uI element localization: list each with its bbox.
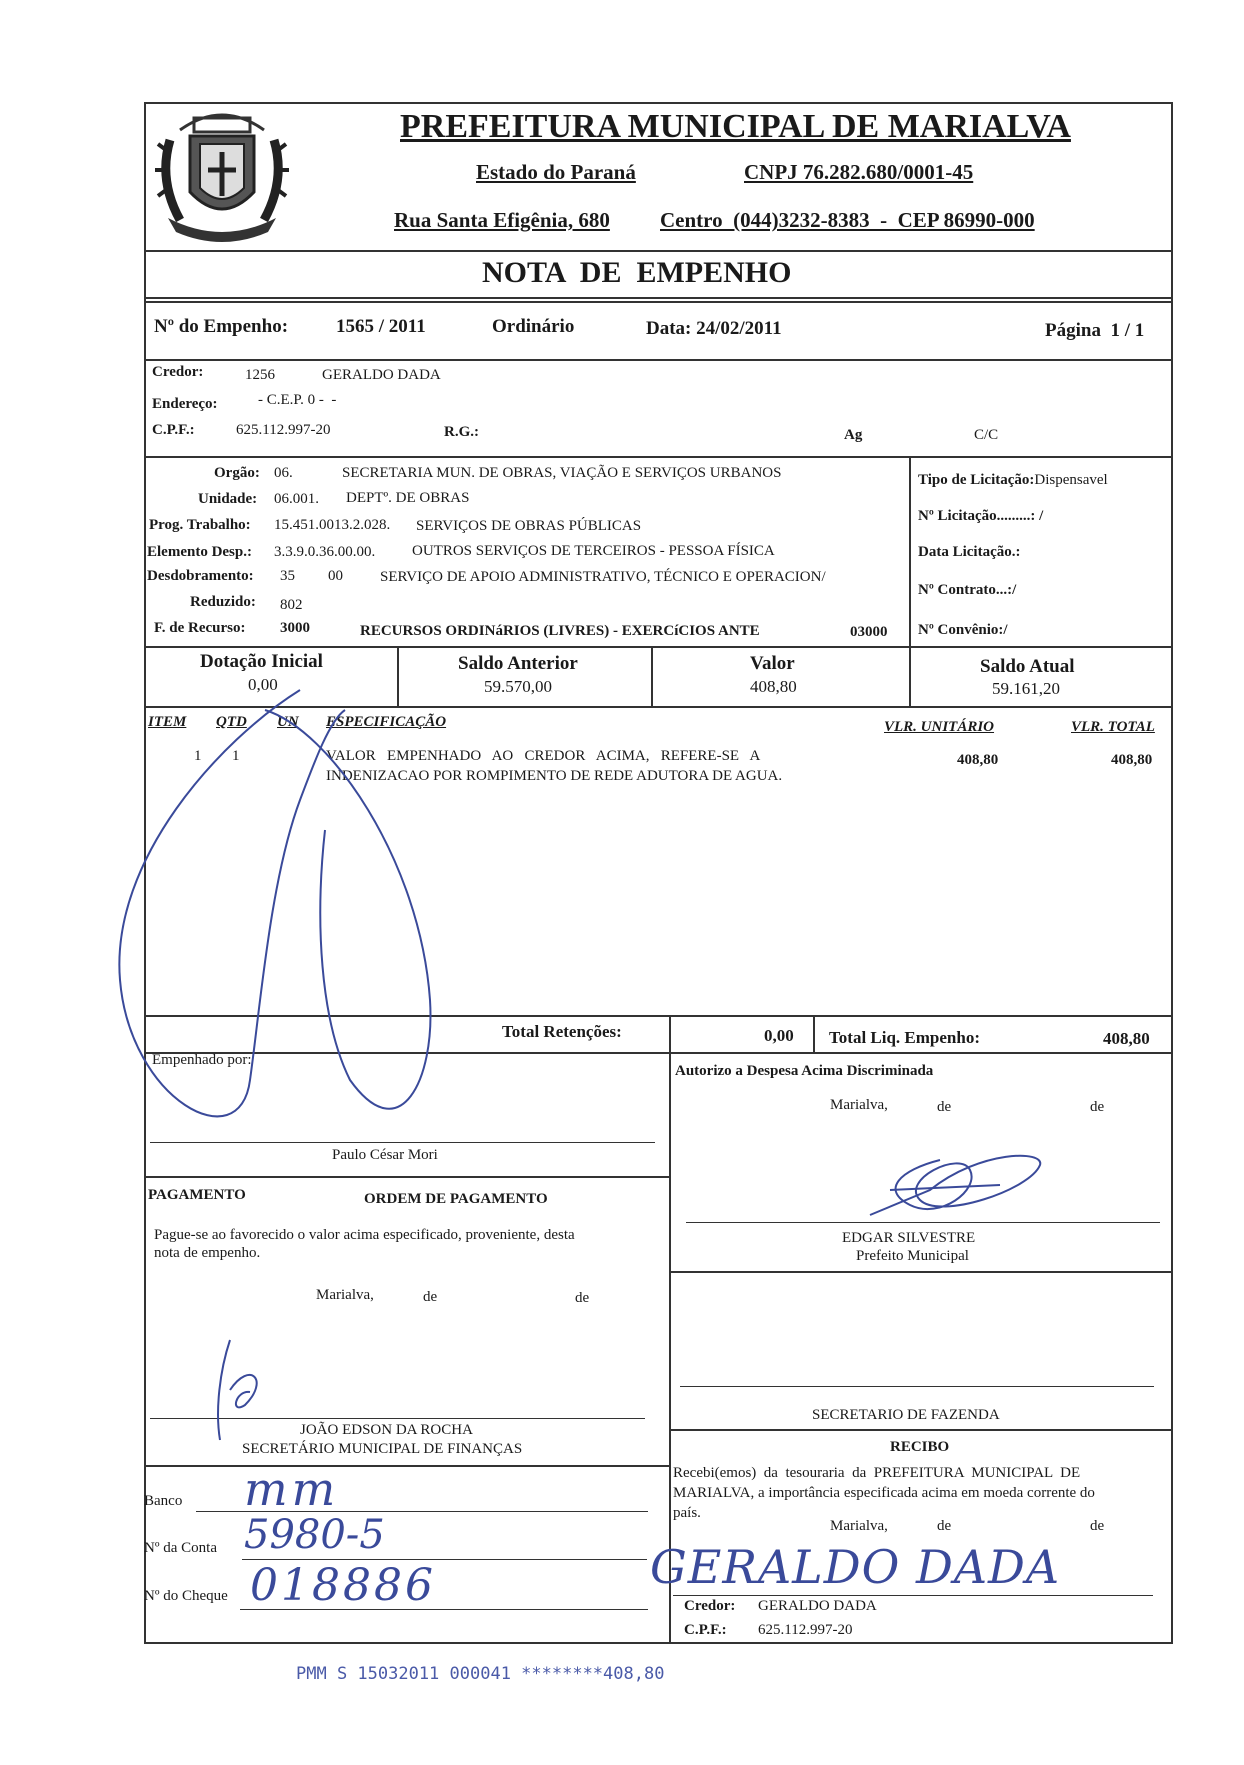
rule	[669, 1015, 671, 1644]
cheque-label: Nº do Cheque	[144, 1588, 228, 1604]
empenhado-label: Empenhado por:	[152, 1052, 252, 1068]
recibo-credor-label: Credor:	[684, 1598, 736, 1614]
rule	[813, 1015, 815, 1052]
rule	[144, 1015, 1173, 1017]
item-vlr-unit: 408,80	[957, 752, 999, 768]
rule	[144, 359, 1173, 361]
col-vlr-total: VLR. TOTAL	[1071, 719, 1155, 735]
empenhado-name: Paulo César Mori	[332, 1147, 438, 1163]
licitacao-type-value: Dispensavel	[1034, 472, 1108, 488]
rule	[144, 646, 1173, 648]
licitacao-type-label: Tipo de Licitação:	[918, 472, 1035, 488]
elemento-label: Elemento Desp.:	[147, 544, 252, 560]
recibo-de2: de	[1090, 1518, 1105, 1534]
page-number: Página 1 / 1	[1045, 320, 1145, 341]
signature-line	[680, 1386, 1154, 1387]
valor-value: 408,80	[750, 677, 797, 696]
recibo-de1: de	[937, 1518, 952, 1534]
autorizo-place: Marialva,	[830, 1097, 888, 1113]
empenho-number: 1565 / 2011	[336, 316, 426, 337]
mayor-role: Prefeito Municipal	[856, 1248, 969, 1264]
recibo-title: RECIBO	[890, 1439, 950, 1455]
item-desc-line1: VALOR EMPENHADO AO CREDOR ACIMA, REFERE-SE A	[326, 748, 761, 764]
item-desc-line2: INDENIZACAO POR ROMPIMENTO DE REDE ADUTORA DE AGUA.	[326, 768, 783, 784]
cpf-label: C.P.F.:	[152, 422, 195, 438]
rule	[144, 297, 1173, 299]
rule	[144, 706, 1173, 708]
pagamento-de2: de	[575, 1290, 590, 1306]
col-qtd: QTD	[216, 714, 247, 730]
ag-label: Ag	[844, 427, 863, 443]
signature-line	[673, 1595, 1153, 1596]
rule	[651, 646, 653, 706]
prog-code: 15.451.0013.2.028.	[274, 517, 391, 533]
pagamento-text2: nota de empenho.	[154, 1245, 261, 1261]
dotacao-value: 0,00	[248, 675, 278, 694]
conta-label: Nº da Conta	[144, 1540, 217, 1556]
banco-label: Banco	[144, 1493, 183, 1509]
recibo-cpf-value: 625.112.997-20	[758, 1622, 853, 1638]
unidade-name: DEPTº. DE OBRAS	[346, 490, 470, 506]
item-qtd: 1	[232, 748, 240, 764]
mayor-name: EDGAR SILVESTRE	[842, 1230, 976, 1246]
financas-role: SECRETÁRIO MUNICIPAL DE FINANÇAS	[242, 1441, 523, 1457]
desdob-label: Desdobramento:	[147, 568, 254, 584]
recibo-place: Marialva,	[830, 1518, 888, 1534]
desdob-code2: 00	[328, 568, 343, 584]
elemento-name: OUTROS SERVIÇOS DE TERCEIROS - PESSOA FÍSICA	[412, 543, 775, 559]
retencoes-value: 0,00	[764, 1026, 794, 1045]
col-item: ITEM	[148, 714, 187, 730]
unidade-code: 06.001.	[274, 491, 319, 507]
empenho-label: Nº do Empenho:	[154, 316, 289, 337]
pagamento-text1: Pague-se ao favorecido o valor acima especificado, proveniente, desta	[154, 1227, 575, 1243]
address-value: - C.E.P. 0 - -	[258, 392, 337, 408]
licitacao-number: Nº Licitação.........: /	[918, 508, 1044, 524]
saldo-atual-label: Saldo Atual	[980, 656, 1075, 677]
payment-stamp: PMM S 15032011 000041 ********408,80	[296, 1664, 665, 1684]
rule	[669, 1271, 1173, 1273]
total-liq-value: 408,80	[1103, 1029, 1150, 1048]
licitacao-type	[918, 472, 1108, 489]
reduzido-value: 802	[280, 597, 303, 613]
ordem-label: ORDEM DE PAGAMENTO	[364, 1191, 548, 1207]
recibo-text3: país.	[673, 1505, 701, 1521]
desdob-name: SERVIÇO DE APOIO ADMINISTRATIVO, TÉCNICO E OPERACION/	[380, 569, 826, 585]
financas-name: JOÃO EDSON DA ROCHA	[300, 1422, 473, 1438]
rg-label: R.G.:	[444, 424, 479, 440]
convenio-number: Nº Convênio:/	[918, 622, 1008, 638]
recurso-code2: 03000	[850, 624, 888, 640]
dotacao-label: Dotação Inicial	[200, 651, 323, 672]
pagamento-label: PAGAMENTO	[148, 1187, 246, 1203]
signature-line	[150, 1142, 655, 1143]
prog-label: Prog. Trabalho:	[149, 517, 251, 533]
rule	[144, 250, 1173, 252]
orgao-code: 06.	[274, 465, 293, 481]
saldo-anterior-value: 59.570,00	[484, 677, 552, 696]
recibo-text2: MARIALVA, a importância especificada acima em moeda corrente do	[673, 1485, 1095, 1501]
orgao-label: Orgão:	[214, 465, 260, 481]
rule	[144, 1176, 669, 1178]
recibo-credor-name: GERALDO DADA	[758, 1598, 877, 1614]
credor-code: 1256	[245, 367, 275, 383]
contrato-number: Nº Contrato...:/	[918, 582, 1017, 598]
orgao-name: SECRETARIA MUN. DE OBRAS, VIAÇÃO E SERVIÇOS URBANOS	[342, 465, 782, 481]
fazenda-role: SECRETARIO DE FAZENDA	[812, 1407, 1000, 1423]
total-liq-label: Total Liq. Empenho:	[829, 1028, 980, 1047]
empenho-date: Data: 24/02/2011	[646, 318, 782, 339]
header-address: Rua Santa Efigênia, 680	[394, 208, 610, 232]
rule	[144, 1465, 669, 1467]
recurso-label: F. de Recurso:	[154, 620, 246, 636]
col-un: UN	[277, 714, 299, 730]
header-contact: Centro (044)3232-8383 - CEP 86990-000	[660, 208, 1035, 232]
pagamento-de1: de	[423, 1289, 438, 1305]
saldo-atual-value: 59.161,20	[992, 679, 1060, 698]
rule	[144, 456, 1173, 458]
rule	[397, 646, 399, 706]
recurso-code: 3000	[280, 620, 310, 636]
rule	[669, 1429, 1173, 1431]
rule	[909, 456, 911, 706]
elemento-code: 3.3.9.0.36.00.00.	[274, 544, 376, 560]
retencoes-label: Total Retenções:	[502, 1022, 622, 1041]
col-espec: ESPECIFICAÇÃO	[326, 714, 447, 730]
coat-of-arms-icon	[150, 100, 295, 246]
signature-line	[686, 1222, 1160, 1223]
cpf-value: 625.112.997-20	[236, 422, 331, 438]
recibo-cpf-label: C.P.F.:	[684, 1622, 727, 1638]
autorizo-de2: de	[1090, 1099, 1105, 1115]
cheque-handwritten: 018886	[250, 1560, 436, 1611]
col-vlr-unit: VLR. UNITÁRIO	[884, 719, 995, 735]
unidade-label: Unidade:	[198, 491, 258, 507]
recurso-name: RECURSOS ORDINáRIOS (LIVRES) - EXERCíCIOS ANTE	[360, 623, 760, 639]
address-label: Endereço:	[152, 396, 218, 412]
autorizo-de1: de	[937, 1099, 952, 1115]
banco-handwritten: mm	[244, 1462, 340, 1516]
doc-title: NOTA DE EMPENHO	[482, 256, 792, 289]
cc-label: C/C	[974, 427, 999, 443]
valor-label: Valor	[750, 653, 795, 674]
empenho-type: Ordinário	[492, 316, 575, 337]
header-cnpj: CNPJ 76.282.680/0001-45	[744, 160, 974, 184]
reduzido-label: Reduzido:	[190, 594, 256, 610]
credor-name: GERALDO DADA	[322, 367, 441, 383]
signature-line	[150, 1418, 645, 1419]
conta-handwritten: 5980-5	[244, 1512, 385, 1558]
header-state: Estado do Paraná	[476, 160, 636, 184]
recibo-text1: Recebi(emos) da tesouraria da PREFEITURA MUNICIPAL DE	[673, 1465, 1081, 1481]
item-vlr-total: 408,80	[1111, 752, 1153, 768]
autorizo-label: Autorizo a Despesa Acima Discriminada	[675, 1063, 934, 1079]
licitacao-date: Data Licitação.:	[918, 544, 1021, 560]
saldo-anterior-label: Saldo Anterior	[458, 653, 578, 674]
credor-signature: GERALDO DADA	[650, 1540, 1061, 1594]
credor-label: Credor:	[152, 364, 204, 380]
pagamento-place: Marialva,	[316, 1287, 374, 1303]
prog-name: SERVIÇOS DE OBRAS PÚBLICAS	[416, 518, 642, 534]
rule	[144, 1052, 1173, 1054]
item-number: 1	[194, 748, 202, 764]
header-title: PREFEITURA MUNICIPAL DE MARIALVA	[400, 108, 1071, 145]
rule	[144, 301, 1173, 303]
desdob-code1: 35	[280, 568, 295, 584]
